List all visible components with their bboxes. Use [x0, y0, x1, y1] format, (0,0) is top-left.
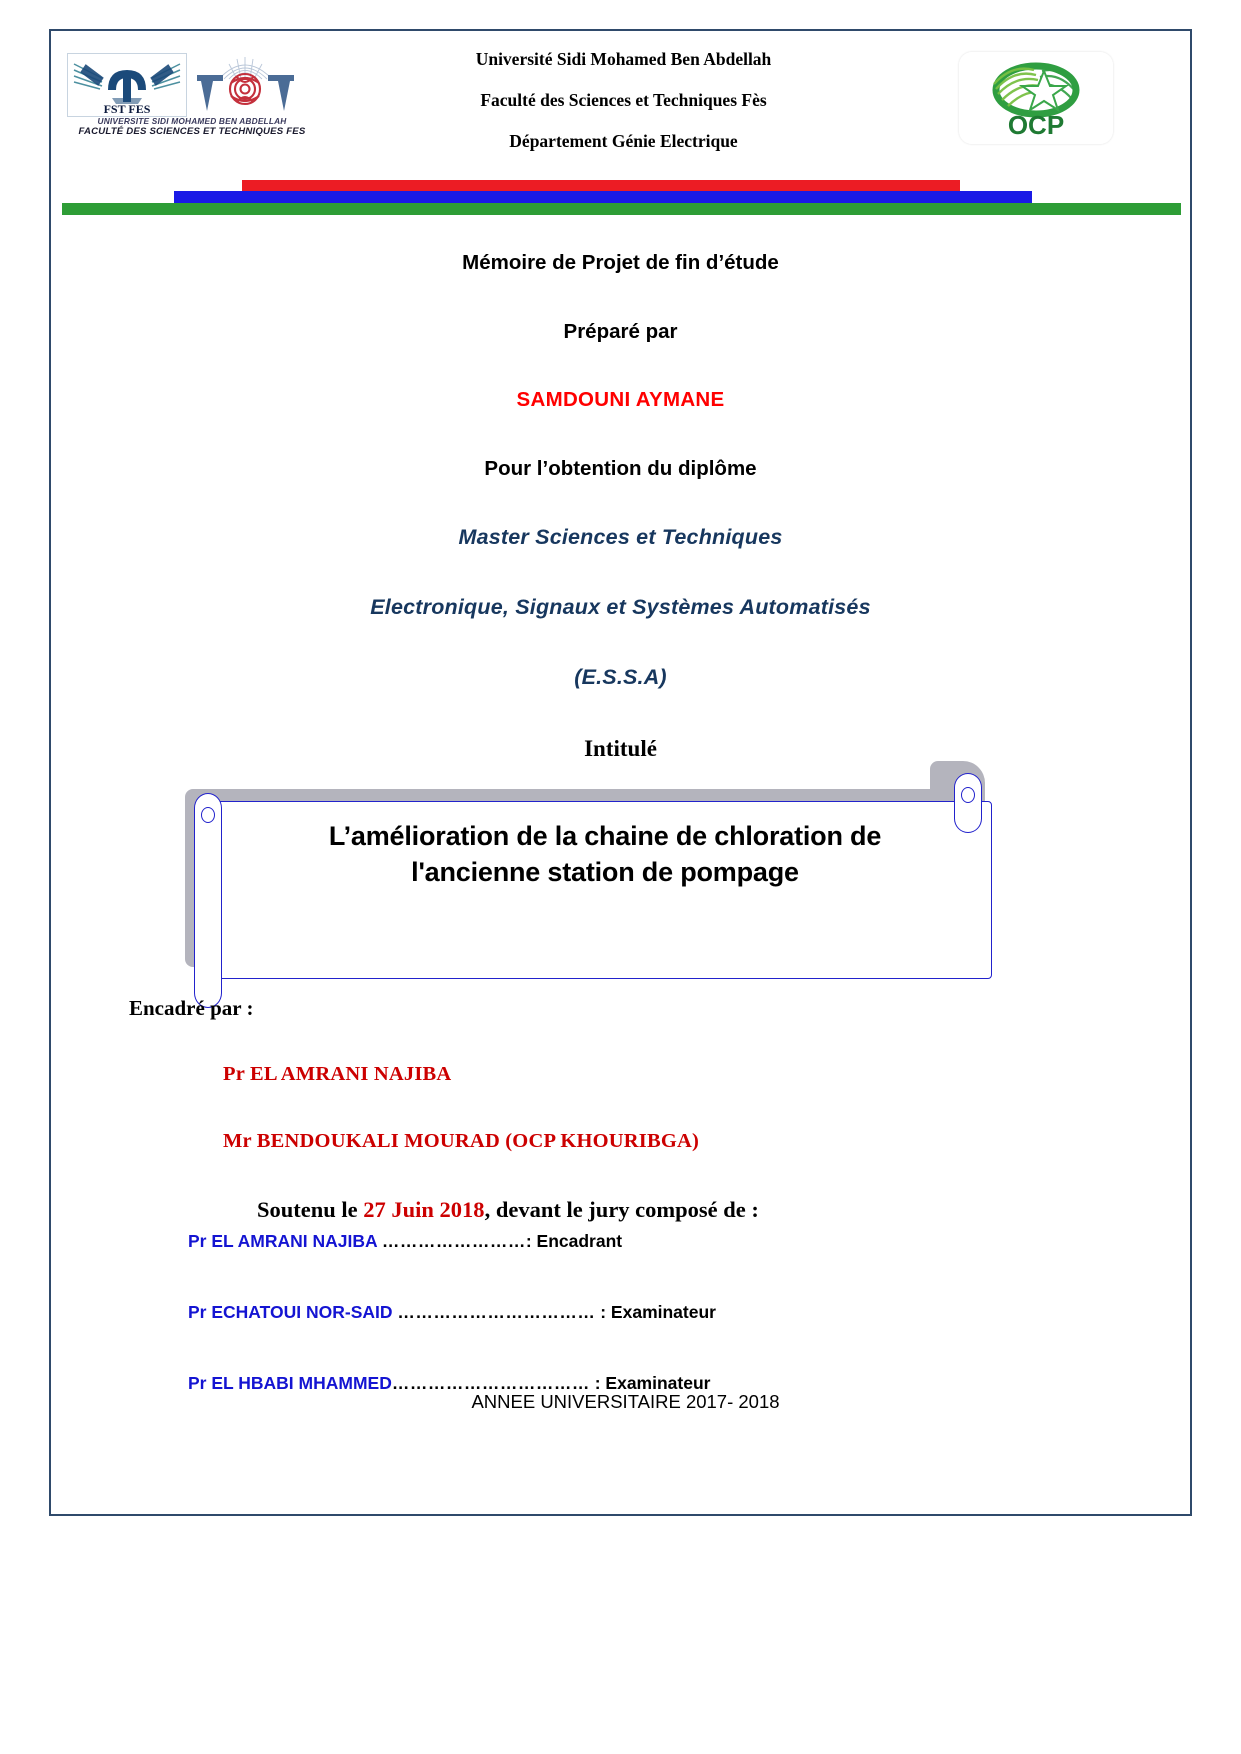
tricolor-bars — [51, 180, 1190, 216]
jury-dots: …………………… — [381, 1231, 526, 1251]
institution-line-3: Département Génie Electrique — [509, 131, 738, 152]
defense-date: 27 Juin 2018 — [363, 1197, 485, 1222]
defense-line — [257, 1197, 1190, 1223]
bar-green — [62, 203, 1181, 215]
academic-year-text: ANNEE UNIVERSITAIRE 2017- 2018 — [471, 1391, 780, 1412]
academic-year-footer — [51, 1391, 1190, 1413]
prepare-par-line: Préparé par — [563, 319, 678, 343]
fst-crest-icon — [67, 53, 187, 117]
fst-logo-caption-line1: UNIVERSITE SIDI MOHAMED BEN ABDELLAH — [97, 116, 287, 126]
svg-text:FST FES: FST FES — [103, 102, 151, 116]
document-header — [51, 31, 1190, 151]
institution-line-2: Faculté des Sciences et Techniques Fès — [480, 90, 767, 111]
supervisor-2: Mr BENDOUKALI MOURAD (OCP KHOURIBGA) — [223, 1130, 700, 1152]
fst-logo-caption-line2: FACULTÉ DES SCIENCES ET TECHNIQUES FES — [78, 126, 306, 137]
jury-role: : Examinateur — [589, 1373, 711, 1393]
intitule-label: Intitulé — [584, 735, 657, 761]
jury-member-name: Pr EL AMRANI NAJIBA — [188, 1231, 382, 1251]
project-title — [245, 819, 965, 890]
scroll-curl-left — [194, 793, 222, 1008]
program-line-2: Electronique, Signaux et Systèmes Automatisés — [370, 595, 871, 620]
cover-body-text — [51, 251, 1190, 762]
program-line-1: Master Sciences et Techniques — [458, 525, 783, 550]
institution-heading — [351, 49, 896, 151]
memoire-line: Mémoire de Projet de fin d’étude — [462, 251, 779, 274]
jury-member-name: Pr EL HBABI MHAMMED — [188, 1373, 392, 1393]
jury-member-name: Pr ECHATOUI NOR-SAID — [188, 1302, 398, 1322]
scroll-curl-spiral-left — [201, 807, 215, 823]
encadre-par-label: Encadré par : — [129, 996, 254, 1020]
jury-role: : Examinateur — [595, 1302, 716, 1322]
project-title-line-2: l'ancienne station de pompage — [411, 856, 799, 887]
jury-row — [188, 1231, 1190, 1252]
jury-dots: …………………………… — [391, 1373, 590, 1393]
university-seal-icon — [193, 53, 298, 117]
defense-prefix: Soutenu le — [257, 1197, 364, 1222]
student-name: SAMDOUNI AYMANE — [516, 388, 725, 412]
jury-row — [188, 1302, 1190, 1323]
defense-suffix: , devant le jury composé de : — [484, 1197, 759, 1222]
fst-fes-logo — [67, 53, 317, 145]
bar-red — [242, 180, 960, 191]
jury-role: : Encadrant — [525, 1231, 623, 1251]
supervisor-1: Pr EL AMRANI NAJIBA — [223, 1063, 452, 1085]
program-acronym: (E.S.S.A) — [574, 664, 667, 689]
page-frame — [49, 29, 1192, 1516]
ocp-logo — [959, 52, 1113, 144]
supervision-block — [51, 996, 1190, 1223]
project-title-scroll — [185, 761, 1015, 986]
project-title-line-1: L’amélioration de la chaine de chloration de — [328, 821, 882, 851]
jury-dots: …………………………… — [397, 1302, 596, 1322]
institution-line-1: Université Sidi Mohamed Ben Abdellah — [475, 49, 772, 69]
scroll-curl-spiral-right — [961, 787, 975, 803]
diplome-line: Pour l’obtention du diplôme — [484, 456, 757, 480]
bar-blue — [174, 191, 1032, 203]
ocp-logo-text: OCP — [1007, 110, 1065, 140]
